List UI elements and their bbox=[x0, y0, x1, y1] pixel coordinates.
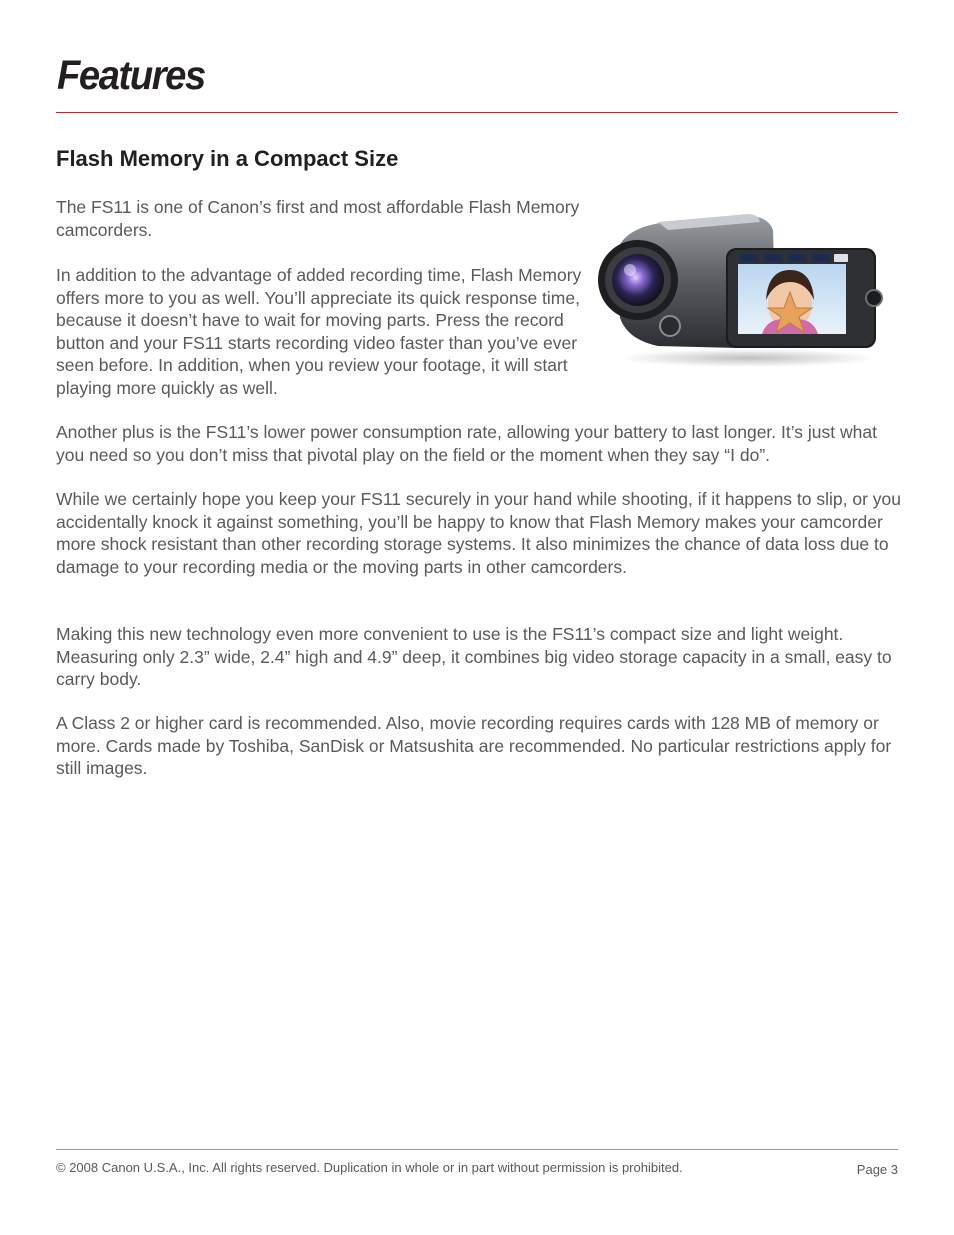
footer-divider bbox=[56, 1149, 898, 1150]
title-divider bbox=[56, 112, 898, 113]
paragraph-power: Another plus is the FS11’s lower power consumption rate, allowing your battery to last longer. It’s just what you need so you don’t miss that pivotal play on the field or the moment when they say “I do”. bbox=[56, 422, 877, 465]
paragraph-response-time: In addition to the advantage of added recording time, Flash Memory offers more to you as well. You’ll appreciate its quick response time, because it doesn’t have to wait for moving parts. Press the record button and your FS11 starts recording video faster than you’ve ever seen before. In addition, when you review your footage, it will start playing more quickly as well. bbox=[56, 265, 582, 398]
paragraph-card-recommendation: A Class 2 or higher card is recommended. Also, movie recording requires cards with 128 MB of memory or more. Cards made by Toshiba, SanDisk or Matsushita are recommended. No particular restrictions apply for still images. bbox=[56, 713, 892, 779]
paragraph-shock-resistance: While we certainly hope you keep your FS11 securely in your hand while shooting, if it happens to slip, or you accidentally knock it against something, you’ll be happy to know that Flash Memory makes your camcorder more shock resistant than other recording storage systems. It also minimizes the chance of data loss due to damage to your recording media or the moving parts in other camcorders. bbox=[56, 489, 901, 577]
paragraph-compact-size: Making this new technology even more convenient to use is the FS11’s compact size and light weight. Measuring only 2.3” wide, 2.4” high and 4.9” deep, it combines big video storage capacity in a small, easy to carry body. bbox=[56, 624, 892, 690]
section-heading: Flash Memory in a Compact Size bbox=[56, 146, 399, 171]
paragraph-intro: The FS11 is one of Canon’s first and most affordable Flash Memory camcorders. bbox=[56, 197, 580, 240]
page-number: Page 3 bbox=[856, 1162, 898, 1177]
footer-copyright: © 2008 Canon U.S.A., Inc. All rights reserved. Duplication in whole or in part without permission is prohibited. bbox=[56, 1160, 683, 1175]
page-title: Features bbox=[57, 52, 205, 98]
camcorder-photo bbox=[598, 208, 886, 368]
